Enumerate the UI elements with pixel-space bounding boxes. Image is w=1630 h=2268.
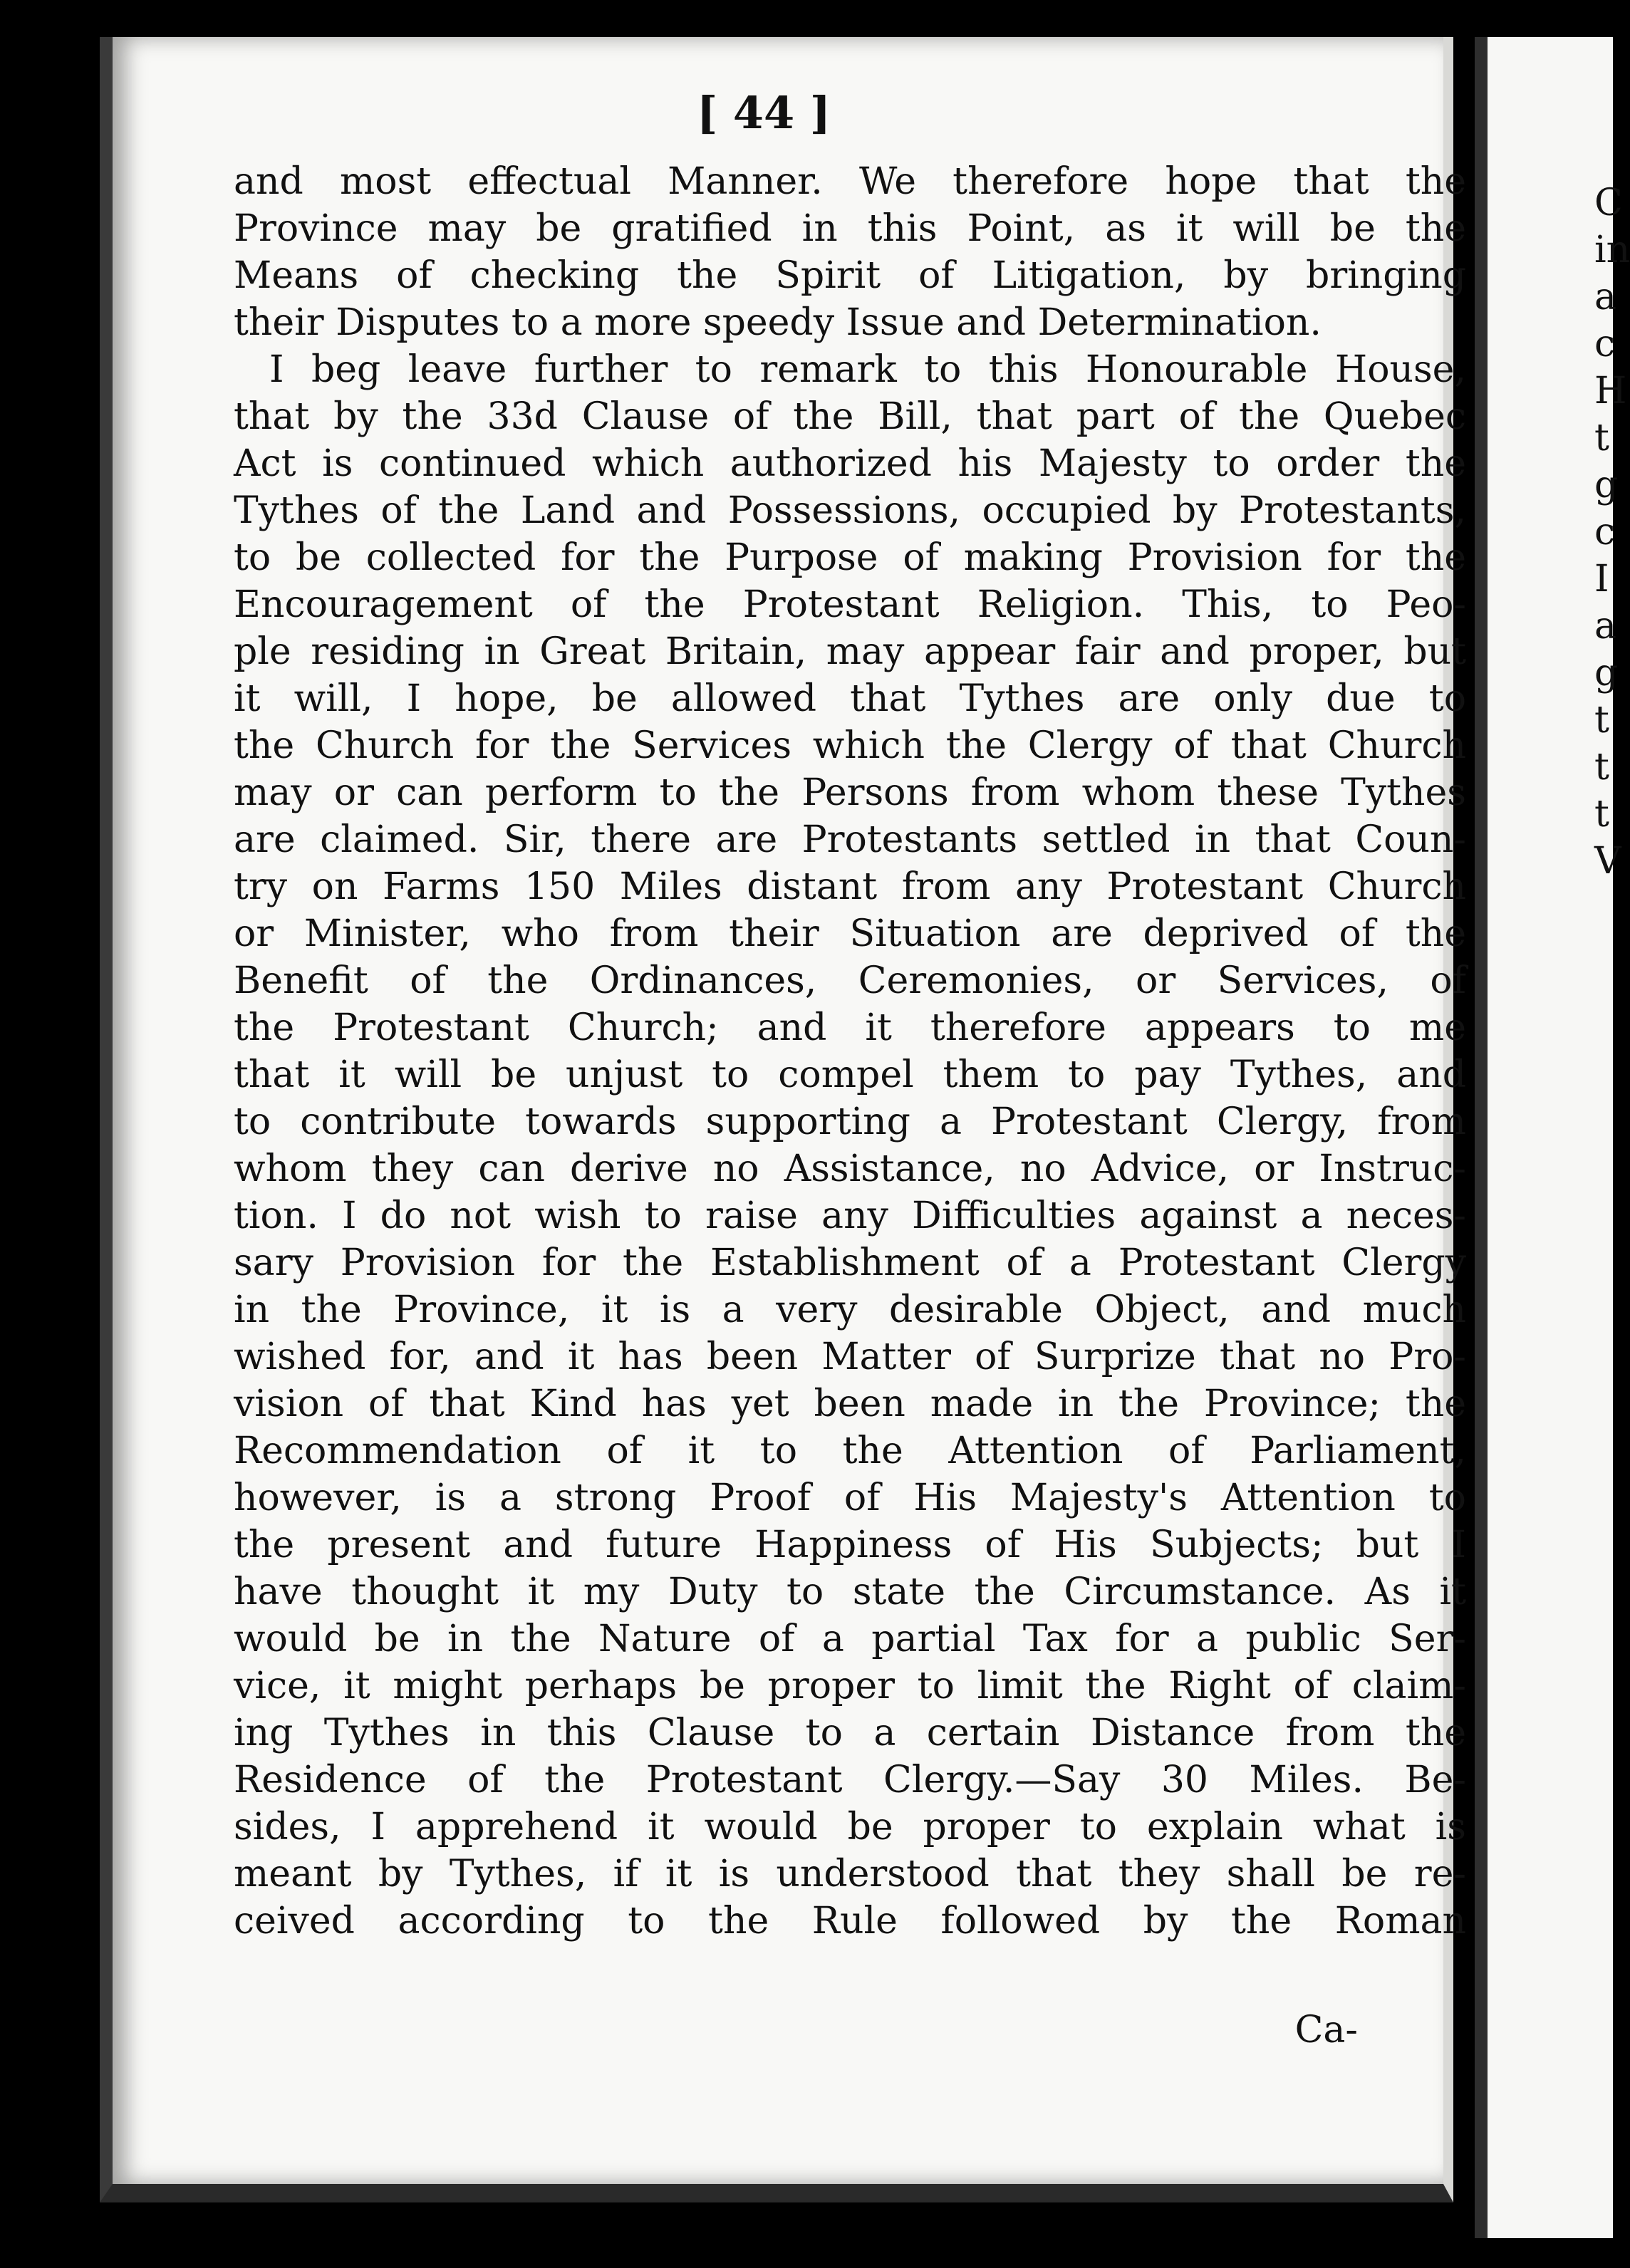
catchword: Ca- <box>1294 2009 1358 2051</box>
text-line: are claimed. Sir, there are Protestants settled in that Coun- <box>234 818 1466 861</box>
text-line: Tythes of the Land and Possessions, occupied by Protestants, <box>234 489 1466 532</box>
edge-letter: a <box>1594 276 1617 318</box>
text-line: Recommendation of it to the Attention of Parliament, <box>234 1430 1466 1472</box>
text-line: may or can perform to the Persons from whom these Tythes <box>234 771 1466 814</box>
text-line: wished for, and it has been Matter of Surprize that no Pro- <box>234 1336 1466 1378</box>
text-line: try on Farms 150 Miles distant from any Protestant Church <box>234 865 1466 908</box>
body-text <box>234 158 1466 1945</box>
text-line: vision of that Kind has yet been made in the Province; the <box>234 1383 1466 1425</box>
text-line: the present and future Happiness of His Subjects; but I <box>234 1524 1466 1566</box>
edge-letter: t <box>1594 746 1609 789</box>
text-line: meant by Tythes, if it is understood that they shall be re- <box>234 1853 1466 1895</box>
edge-letter: c <box>1594 323 1616 365</box>
text-line: Act is continued which authorized his Majesty to order the <box>234 442 1466 485</box>
edge-letter: g <box>1594 464 1619 506</box>
text-line: Residence of the Protestant Clergy.—Say 30 Miles. Be- <box>234 1759 1466 1801</box>
text-line: ing Tythes in this Clause to a certain Distance from the <box>234 1712 1466 1754</box>
text-line: or Minister, who from their Situation are deprived of the <box>234 912 1466 955</box>
text-line: ple residing in Great Britain, may appear fair and proper, but <box>234 630 1466 673</box>
edge-letter: in <box>1594 229 1630 271</box>
edge-letter: t <box>1594 699 1609 742</box>
edge-letter: C <box>1594 182 1623 224</box>
text-line: would be in the Nature of a partial Tax for a public Ser- <box>234 1618 1466 1660</box>
text-line: in the Province, it is a very desirable Object, and much <box>234 1289 1466 1331</box>
text-line: the Protestant Church; and it therefore appears to me <box>234 1006 1466 1049</box>
text-line: sides, I apprehend it would be proper to explain what is <box>234 1806 1466 1848</box>
edge-letter: t <box>1594 793 1609 836</box>
edge-letter: H <box>1594 370 1627 412</box>
text-line: their Disputes to a more speedy Issue and Determination. <box>234 301 1322 344</box>
text-line: however, is a strong Proof of His Majesty's Attention to <box>234 1477 1466 1519</box>
page-number: [ 44 ] <box>696 87 831 139</box>
text-line: sary Provision for the Establishment of a Protestant Clergy <box>234 1242 1466 1284</box>
edge-letter: a <box>1594 605 1617 647</box>
text-line: I beg leave further to remark to this Honourable House, <box>269 348 1466 391</box>
text-line: to be collected for the Purpose of making Provision for the <box>234 536 1466 579</box>
text-line: to contribute towards supporting a Protestant Clergy, from <box>234 1101 1466 1143</box>
text-line: tion. I do not wish to raise any Difficulties against a neces- <box>234 1195 1466 1237</box>
facing-page-letters <box>1594 180 1630 885</box>
facing-page-edge <box>1475 37 1630 2238</box>
edge-letter: t <box>1594 417 1609 459</box>
edge-letter: V <box>1594 840 1621 883</box>
text-line: the Church for the Services which the Clergy of that Church <box>234 724 1466 767</box>
text-line: have thought it my Duty to state the Circumstance. As it <box>234 1571 1466 1613</box>
edge-letter: I <box>1594 558 1609 600</box>
text-line: that it will be unjust to compel them to pay Tythes, and <box>234 1054 1466 1096</box>
text-line: whom they can derive no Assistance, no Advice, or Instruc- <box>234 1148 1466 1190</box>
text-line: Benefit of the Ordinances, Ceremonies, or Services, of <box>234 959 1466 1002</box>
text-line: Encouragement of the Protestant Religion. This, to Peo- <box>234 583 1466 626</box>
edge-letter: c <box>1594 511 1616 553</box>
text-line: that by the 33d Clause of the Bill, that part of the Quebec <box>234 395 1466 438</box>
text-line: vice, it might perhaps be proper to limit the Right of claim- <box>234 1665 1466 1707</box>
text-line: it will, I hope, be allowed that Tythes are only due to <box>234 677 1466 720</box>
text-line: and most effectual Manner. We therefore hope that the <box>234 160 1466 203</box>
text-line: Province may be gratified in this Point, as it will be the <box>234 207 1466 250</box>
text-line: Means of checking the Spirit of Litigation, by bringing <box>234 254 1466 297</box>
text-line: ceived according to the Rule followed by the Roman <box>234 1900 1466 1942</box>
edge-letter: g <box>1594 652 1619 695</box>
book-page <box>100 37 1466 2202</box>
